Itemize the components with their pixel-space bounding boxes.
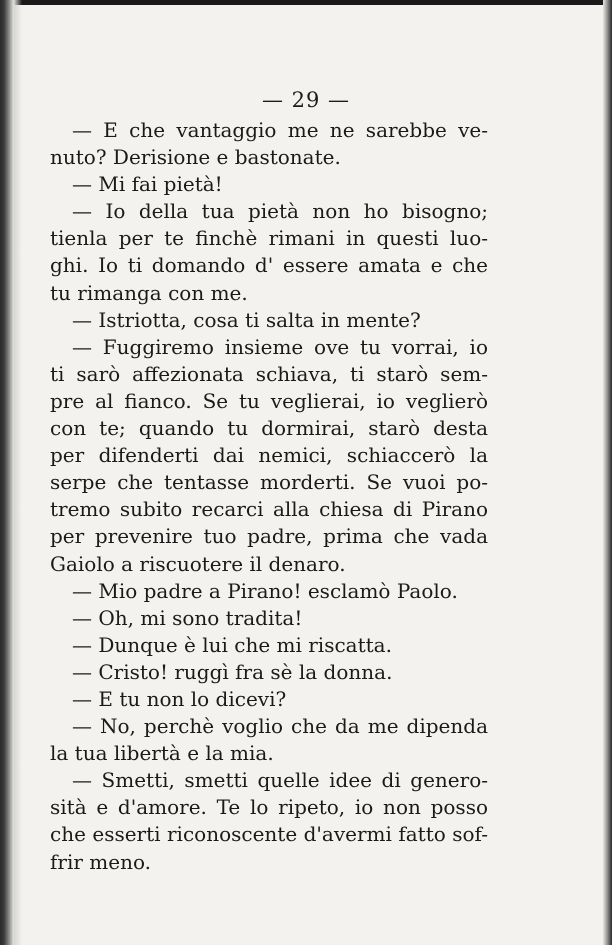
- text-line: — Fuggiremo insieme ove tu vorrai, io: [72, 334, 488, 359]
- text-line: ghi. Io ti domando d' essere amata e che: [50, 253, 488, 278]
- text-line: — Io della tua pietà non ho bisogno;: [72, 199, 488, 224]
- text-line: con te; quando tu dormirai, starò desta: [50, 416, 488, 441]
- text-line: per difenderti dai nemici, schiaccerò la: [50, 443, 488, 468]
- text-line: — Cristo! ruggì fra sè la donna.: [72, 659, 393, 684]
- text-line: — Dunque è lui che mi riscatta.: [72, 632, 392, 657]
- text-line: — No, perchè voglio che da me dipenda: [72, 714, 488, 739]
- text-line: — Mio padre a Pirano! esclamò Paolo.: [72, 578, 458, 603]
- text-line: per prevenire tuo padre, prima che vada: [50, 524, 488, 549]
- text-line: tremo subito recarci alla chiesa di Pirano: [50, 497, 488, 522]
- text-line: tienla per te finchè rimani in questi luo-: [50, 226, 488, 251]
- text-line: tu rimanga con me.: [50, 280, 248, 305]
- text-line: nuto? Derisione e bastonate.: [50, 145, 341, 170]
- text-line: la tua libertà e la mia.: [50, 741, 274, 766]
- text-line: che esserti riconoscente d'avermi fatto sof-: [50, 822, 488, 847]
- binding-gradient: [14, 0, 22, 945]
- page-top-shadow: [0, 0, 612, 5]
- text-line: — Istriotta, cosa ti salta in mente?: [72, 307, 421, 332]
- text-line: — Oh, mi sono tradita!: [72, 605, 303, 630]
- text-line: frir meno.: [50, 849, 152, 874]
- text-line: Gaiolo a riscuotere il denaro.: [50, 551, 346, 576]
- page-number: — 29 —: [261, 88, 351, 112]
- text-line: — E che vantaggio me ne sarebbe ve-: [72, 118, 488, 142]
- page-right-shadow: [603, 0, 612, 945]
- text-line: serpe che tentasse morderti. Se vuoi po-: [50, 470, 488, 495]
- body-text: [50, 117, 488, 876]
- text-line: — Mi fai pietà!: [72, 172, 223, 197]
- text-line: sità e d'amore. Te lo ripeto, io non posso: [50, 795, 488, 820]
- text-line: — Smetti, smetti quelle idee di genero-: [72, 768, 488, 793]
- text-line: ti sarò affezionata schiava, ti starò sem-: [50, 361, 488, 386]
- binding-shadow: [0, 0, 14, 945]
- text-line: — E tu non lo dicevi?: [72, 686, 287, 711]
- text-line: pre al fianco. Se tu veglierai, io veglierò: [50, 388, 488, 413]
